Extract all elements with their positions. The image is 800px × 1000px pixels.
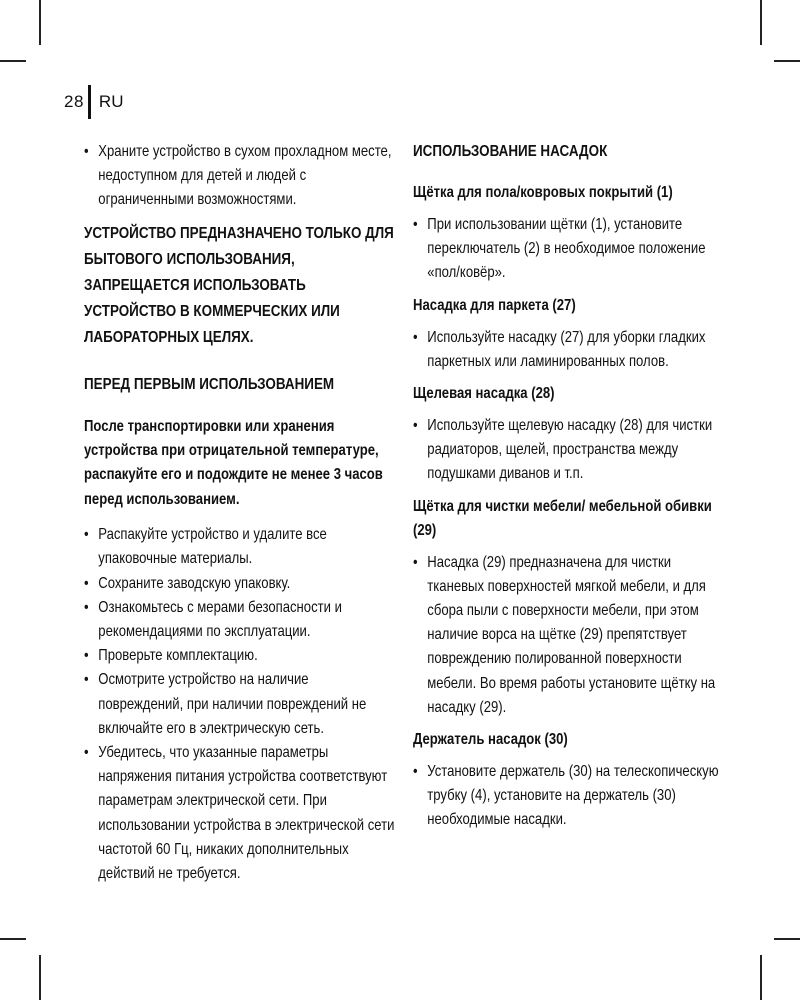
subsection-title: Держатель насадок (30) xyxy=(413,731,568,749)
subsection-bullet-list xyxy=(413,414,721,487)
section-title-before-first-use: ПЕРЕД ПЕРВЫМ ИСПОЛЬЗОВАНИЕМ xyxy=(84,375,335,393)
crop-mark xyxy=(774,938,800,940)
list-item: • Храните устройство в сухом прохладном месте, недоступном для детей и людей с ограниченными возможностями. xyxy=(84,140,396,213)
subsection-title: Щётка для пола/ковровых покрытий (1) xyxy=(413,184,673,201)
list-item: • Убедитесь, что указанные параметры напряжения питания устройства соответствуют параметрам электрической сети. При использовании устройства в электрической сети частотой 60 Гц, никаких дополнительных действий не требуется. xyxy=(84,741,396,886)
crop-mark xyxy=(0,60,26,62)
subsection-bullet-list xyxy=(413,760,721,833)
section-title-attachments: ИСПОЛЬЗОВАНИЕ НАСАДОК xyxy=(413,143,608,160)
subsection-title: Насадка для паркета (27) xyxy=(413,296,576,314)
crop-mark xyxy=(760,955,762,1000)
language-code: RU xyxy=(98,92,124,111)
right-column xyxy=(413,140,721,833)
list-item: • Сохраните заводскую упаковку. xyxy=(84,572,396,596)
subsection-bullet-list xyxy=(413,213,721,286)
crop-mark xyxy=(760,0,762,45)
list-item: • Ознакомьтесь с мерами безопасности и рекомендациями по эксплуатации. xyxy=(84,596,396,644)
subsection-bullet-list xyxy=(413,551,721,720)
header-divider xyxy=(88,85,91,119)
unpacking-notice: После транспортировки или хранения устройства при отрицательной температуре, распакуйте его и подождите не менее 3 часов перед использованием. xyxy=(84,417,383,508)
left-column xyxy=(84,140,396,886)
preparation-bullet-list xyxy=(84,523,396,886)
crop-mark xyxy=(0,938,26,940)
household-use-warning: УСТРОЙСТВО ПРЕДНАЗНАЧЕНО ТОЛЬКО ДЛЯ БЫТОВОГО ИСПОЛЬЗОВАНИЯ, ЗАПРЕЩАЕТСЯ ИСПОЛЬЗОВАТЬ УСТРОЙСТВО В КОММЕРЧЕСКИХ ИЛИ ЛАБОРАТОРНЫХ ЦЕЛЯХ. xyxy=(84,224,394,346)
page-number: 28 xyxy=(64,92,84,111)
crop-mark xyxy=(39,955,41,1000)
list-item: • Установите держатель (30) на телескопическую трубку (4), установите на держатель (30) необходимые насадки. xyxy=(413,760,721,833)
crop-mark xyxy=(774,60,800,62)
subsection-title: Щётка для чистки мебели/ мебельной обивки (29) xyxy=(413,497,712,539)
page-header xyxy=(64,82,123,122)
list-item: • При использовании щётки (1), установите переключатель (2) в необходимое положение «пол/ковёр». xyxy=(413,213,721,286)
crop-mark xyxy=(39,0,41,45)
list-item: • Используйте насадку (27) для уборки гладких паркетных или ламинированных полов. xyxy=(413,326,721,374)
subsection-bullet-list xyxy=(413,326,721,374)
list-item: • Насадка (29) предназначена для чистки тканевых поверхностей мягкой мебели, и для сбора пыли с поверхности мебели, при этом наличие ворса на щётке (29) препятствует повреждению полированной поверхности мебели. Во время работы установите щётку на насадку (29). xyxy=(413,551,721,720)
list-item: • Осмотрите устройство на наличие повреждений, при наличии повреждений не включайте его в электрическую сеть. xyxy=(84,668,396,741)
intro-bullet-list xyxy=(84,140,396,213)
list-item: • Распакуйте устройство и удалите все упаковочные материалы. xyxy=(84,523,396,571)
subsection-title: Щелевая насадка (28) xyxy=(413,385,555,403)
list-item: • Используйте щелевую насадку (28) для чистки радиаторов, щелей, пространства между подушками диванов и т.п. xyxy=(413,414,721,487)
list-item: • Проверьте комплектацию. xyxy=(84,644,396,668)
